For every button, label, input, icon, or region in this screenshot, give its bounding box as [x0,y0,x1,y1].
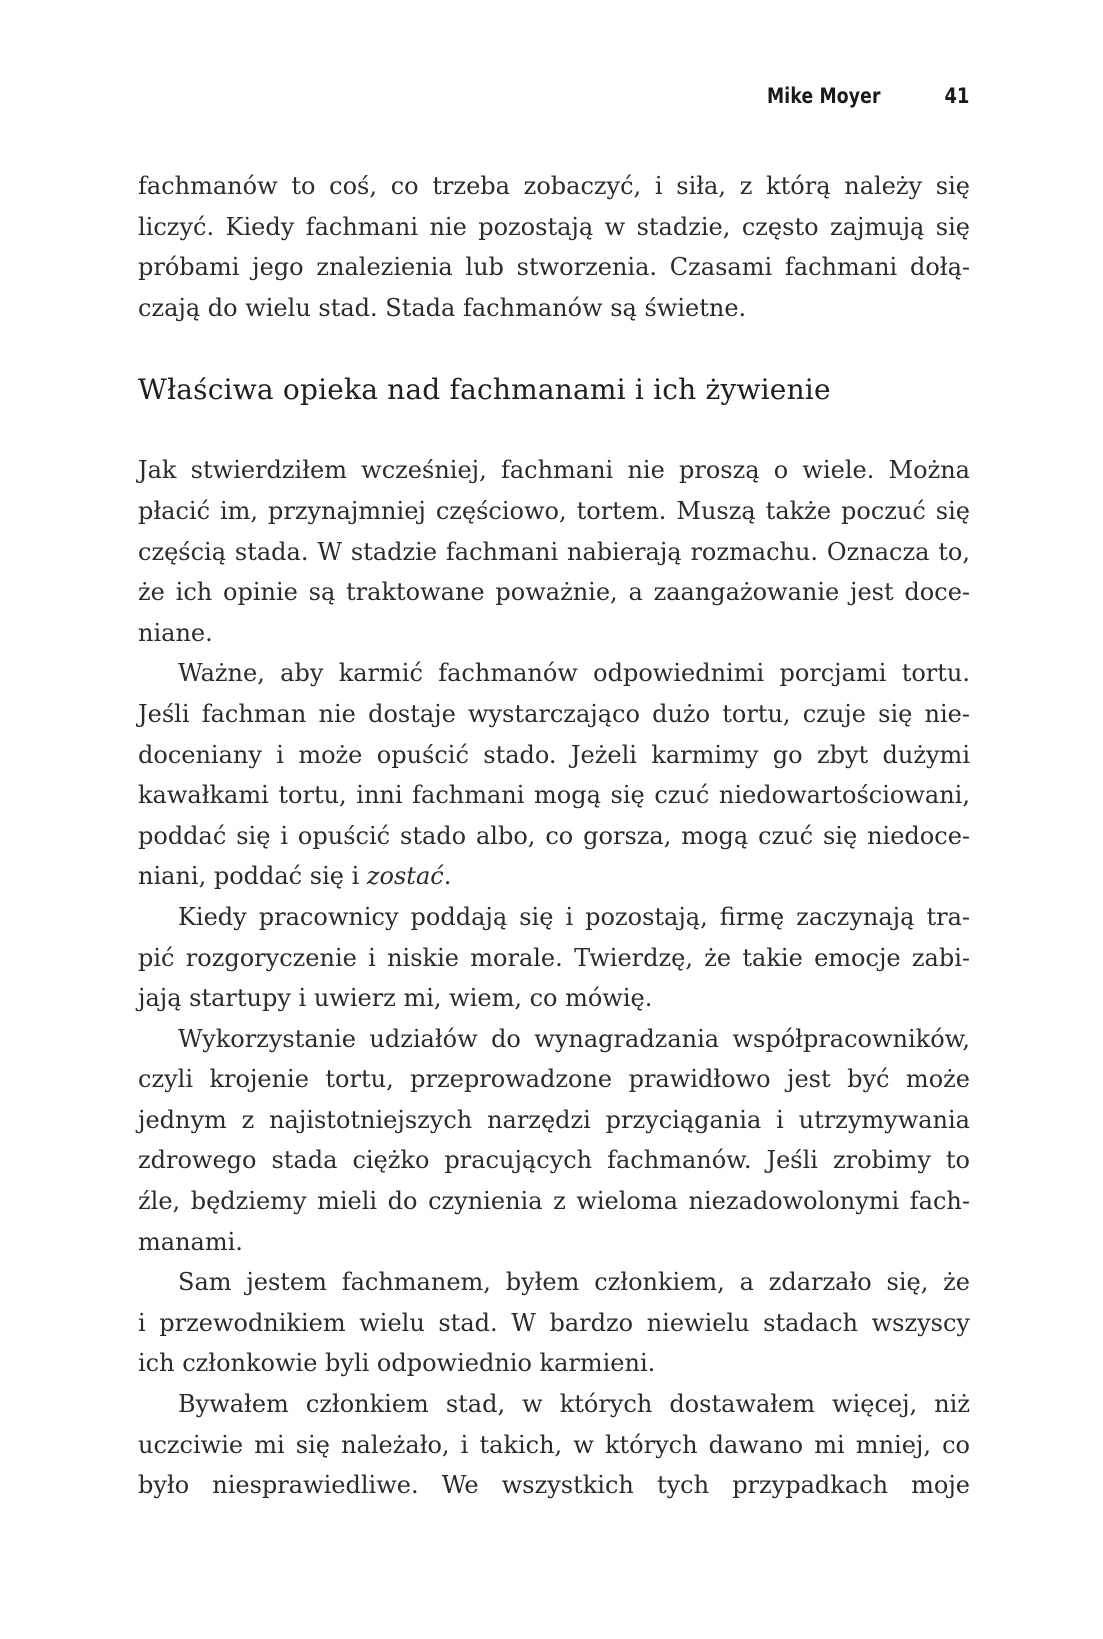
text-run: niani, poddać się i [138,862,367,891]
text-line: ich członkowie byli odpowiednio karmieni. [138,1349,656,1378]
text-line: próbami jego znalezienia lub stworzenia. Czasami fachmani dołą- [138,253,970,282]
text-line: fachmanów to coś, co trzeba zobaczyć, i siła, z którą należy się [138,172,970,200]
text-line: liczyć. Kiedy fachmani nie pozostają w stadzie, często zajmują się [138,212,970,241]
text-line: było niesprawiedliwe. We wszystkich tych przypadkach moje [138,1471,970,1500]
text-line: płacić im, przynajmniej częściowo, tortem. Muszą także poczuć się [138,496,970,525]
text-line: czyli krojenie tortu, przeprowadzone prawidłowo jest być może [138,1065,970,1094]
text-line: Wykorzystanie udziałów do wynagradzania współpracowników, [178,1024,970,1053]
text-line: uczciwie mi się należało, i takich, w których dawano mi mniej, co [138,1430,970,1459]
text-line: źle, będziemy mieli do czynienia z wieloma niezadowolonymi fach- [138,1187,970,1216]
text-line: i przewodnikiem wielu stad. W bardzo niewielu stadach wszyscy [138,1308,970,1337]
text-line: manami. [138,1227,243,1256]
text-run: . [443,862,452,891]
text-line: doceniany i może opuścić stado. Jeżeli karmimy go zbyt dużymi [138,740,970,769]
paragraph [138,1262,970,1384]
text-line: Kiedy pracownicy poddają się i pozostają, firmę zaczynają tra- [178,902,970,931]
text-line: Ważne, aby karmić fachmanów odpowiednimi porcjami tortu. [178,659,970,688]
header-author: Mike Moyer [766,84,881,108]
text-line: poddać się i opuścić stado albo, co gorsza, mogą czuć się niedoce- [138,821,970,850]
paragraph [138,653,970,897]
text-line: czają do wielu stad. Stada fachmanów są świetne. [138,293,747,322]
text-line [138,856,970,897]
emphasis-text: zostać [366,862,444,891]
text-line: kawałkami tortu, inni fachmani mogą się czuć niedowartościowani, [138,781,970,810]
page-number: 41 [944,84,970,108]
paragraph [138,450,970,653]
text-line: niane. [138,618,213,647]
section-heading: Właściwa opieka nad fachmanami i ich żywienie [138,373,831,407]
text-line: Jeśli fachman nie dostaje wystarczająco dużo tortu, czuje się nie- [138,699,970,728]
paragraph [138,897,970,1019]
text-line: Sam jestem fachmanem, byłem członkiem, a zdarzało się, że [178,1268,970,1297]
text-line: że ich opinie są traktowane poważnie, a zaangażowanie jest doce- [138,578,970,607]
paragraph-continued [138,166,970,328]
text-line: Bywałem członkiem stad, w których dostawałem więcej, niż [178,1390,970,1419]
body-text [138,166,970,1506]
text-line: Jak stwierdziłem wcześniej, fachmani nie proszą o wiele. Można [138,456,970,485]
paragraph [138,1384,970,1506]
running-header [700,84,970,118]
text-line: częścią stada. W stadzie fachmani nabierają rozmachu. Oznacza to, [138,537,970,566]
text-line: jają startupy i uwierz mi, wiem, co mówię. [138,984,653,1013]
text-line: pić rozgoryczenie i niskie morale. Twierdzę, że takie emocje zabi- [138,943,970,972]
text-line: jednym z najistotniejszych narzędzi przyciągania i utrzymywania [138,1105,970,1134]
text-line: zdrowego stada ciężko pracujących fachmanów. Jeśli zrobimy to [138,1146,970,1175]
paragraph [138,1019,970,1263]
